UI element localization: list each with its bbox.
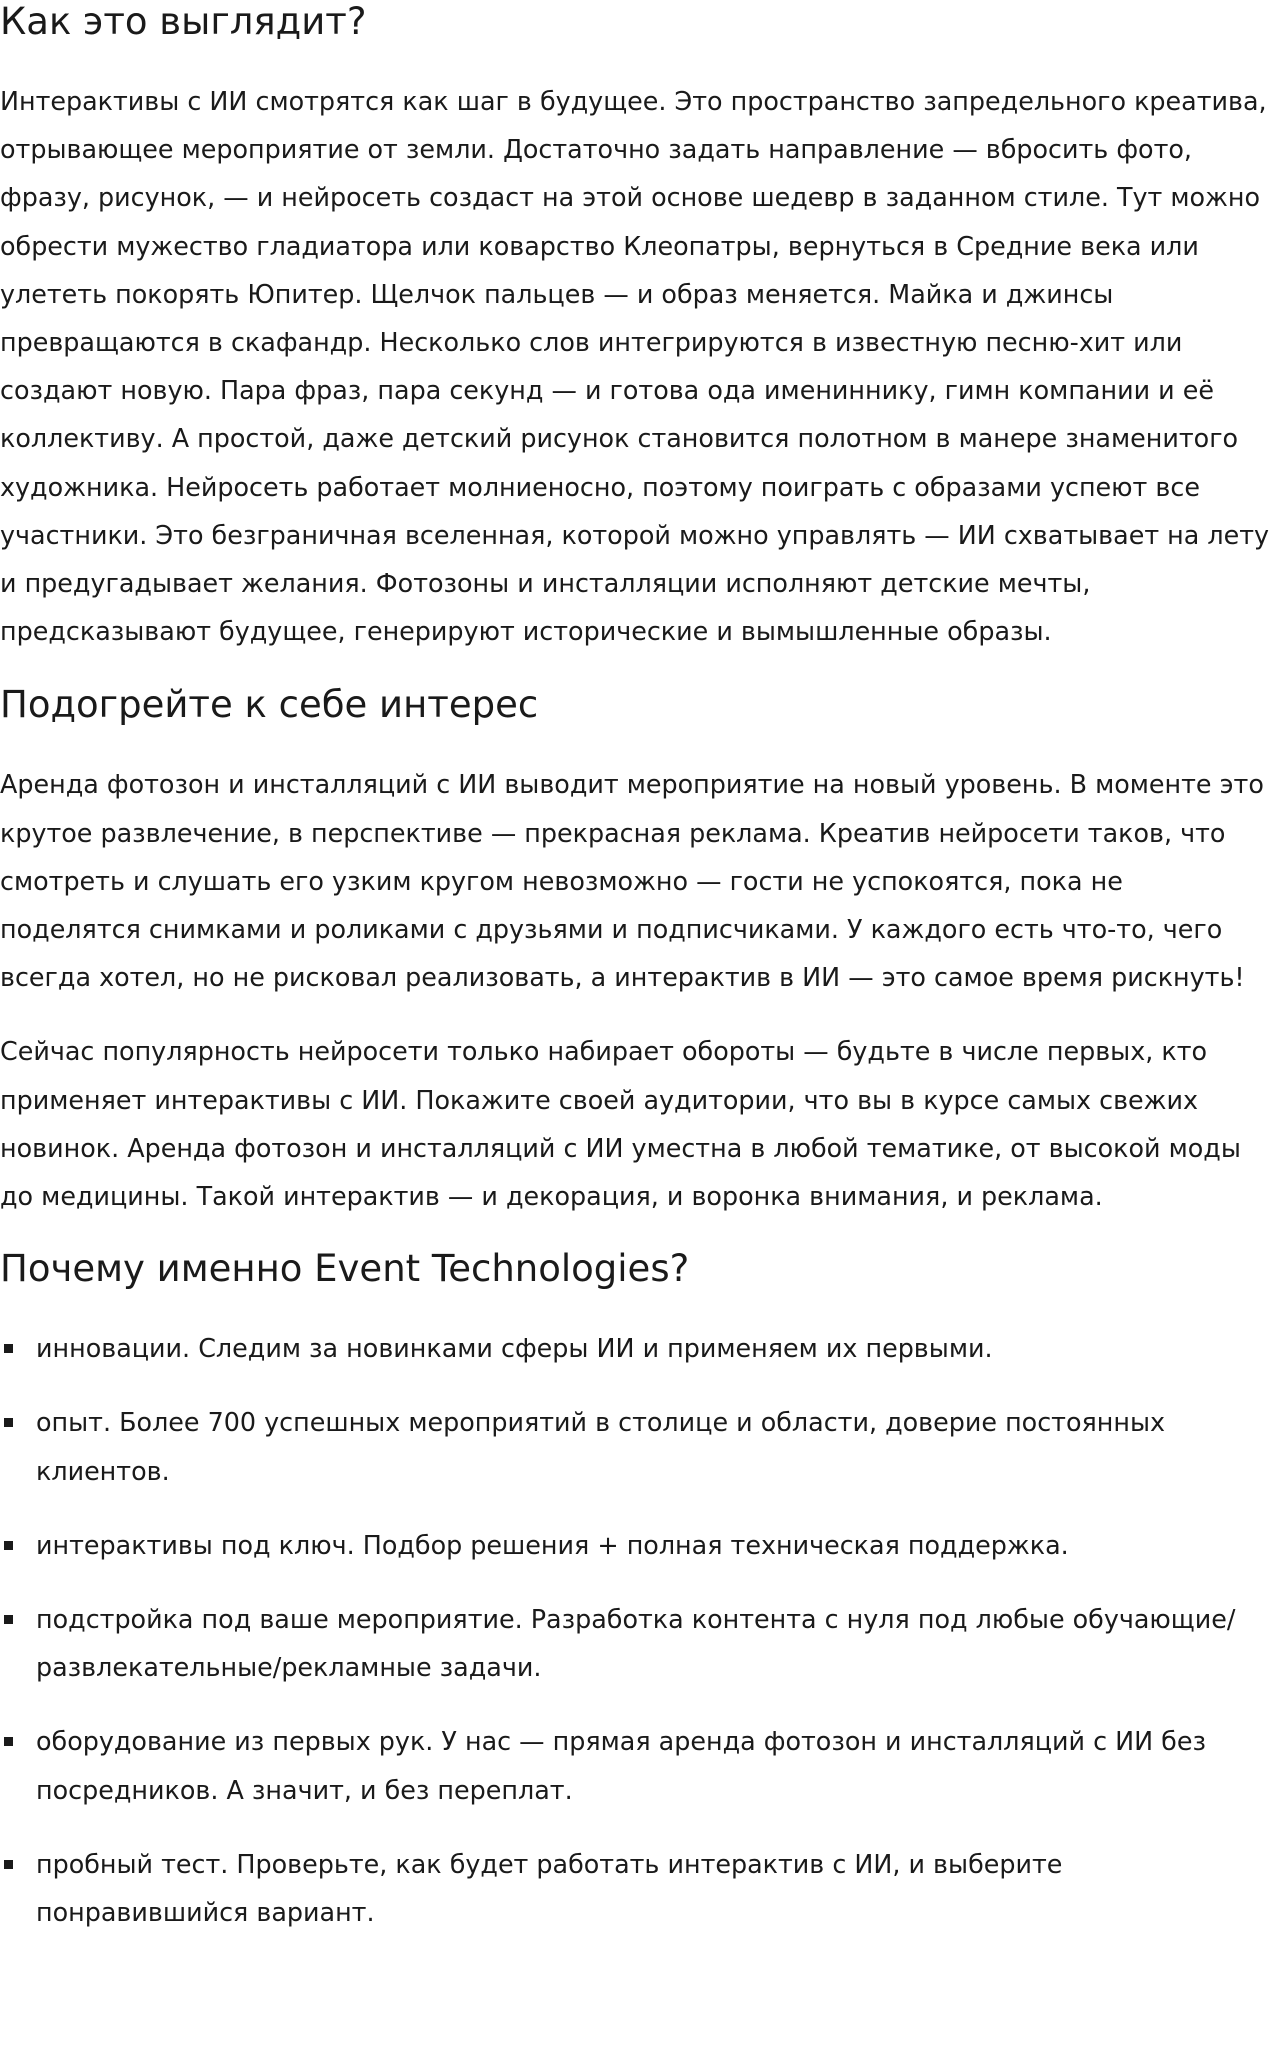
list-item-text: опыт. Более 700 успешных мероприятий в столице и области, доверие постоянных клиентов. [36,1407,1166,1486]
list-item-text: оборудование из первых рук. У нас — прямая аренда фотозон и инсталляций с ИИ без посредников. А значит, и без переплат. [36,1726,1206,1805]
section-heading-why-us: Почему именно Event Technologies? [0,1247,690,1291]
list-item [0,1521,1270,1569]
square-bullet-icon [4,1541,13,1550]
square-bullet-icon [4,1737,13,1746]
list-item [0,1398,1270,1494]
square-bullet-icon [4,1860,13,1869]
list-item-text: подстройка под ваше мероприятие. Разработка контента с нуля под любые обучающие/развлекательные/рекламные задачи. [36,1604,1236,1683]
square-bullet-icon [4,1418,13,1427]
list-item [0,1840,1270,1936]
square-bullet-icon [4,1344,13,1353]
square-bullet-icon [4,1615,13,1624]
list-item-text: интерактивы под ключ. Подбор решения + полная техническая поддержка. [36,1529,1069,1560]
section-paragraph: Интерактивы с ИИ смотрятся как шаг в будущее. Это пространство запредельного креатива, отрывающее мероприятие от земли. Достаточно задать направление — вбросить фото, фразу, рисунок, — и нейросеть создаст на этой основе шедевр в заданном стиле. Тут можно обрести мужество гладиатора или коварство Клеопатры, вернуться в Средние века или улететь покорять Юпитер. Щелчок пальцев — и образ меняется. Майка и джинсы превращаются в скафандр. Несколько слов интегрируются в известную песню-хит или создают новую. Пара фраз, пара секунд — и готова ода имениннику, гимн компании и её коллективу. А простой, даже детский рисунок становится полотном в манере знаменитого художника. Нейросеть работает молниеносно, поэтому поиграть с образами успеют все участники. Это безграничная вселенная, которой можно управлять — ИИ схватывает на лету и предугадывает желания. Фотозоны и инсталляции исполняют детские мечты, предсказывают будущее, генерируют исторические и вымышленные образы. [0,86,1270,647]
section-heading-interest: Подогрейте к себе интерес [0,683,539,727]
list-item [0,1595,1270,1691]
list-item-text: инновации. Следим за новинками сферы ИИ и применяем их первыми. [36,1333,993,1364]
section-paragraph: Аренда фотозон и инсталляций с ИИ выводит мероприятие на новый уровень. В моменте это крутое развлечение, в перспективе — прекрасная реклама. Креатив нейросети таков, что смотреть и слушать его узким кругом невозможно — гости не успокоятся, пока не поделятся снимками и роликами с друзьями и подписчиками. У каждого есть что-то, чего всегда хотел, но не рисковал реализовать, а интерактив в ИИ — это самое время рискнуть! [0,769,1264,993]
section-paragraph: Сейчас популярность нейросети только набирает обороты — будьте в числе первых, кто применяет интерактивы с ИИ. Покажите своей аудитории, что вы в курсе самых свежих новинок. Аренда фотозон и инсталляций с ИИ уместна в любой тематике, от высокой моды до медицины. Такой интерактив — и декорация, и воронка внимания, и реклама. [0,1036,1241,1212]
section-heading-how-it-looks: Как это выглядит? [0,0,367,43]
list-item [0,1324,1270,1372]
list-item [0,1717,1270,1813]
list-item-text: пробный тест. Проверьте, как будет работать интерактив с ИИ, и выберите понравившийся вариант. [36,1848,1063,1928]
features-list [0,1324,1270,1936]
